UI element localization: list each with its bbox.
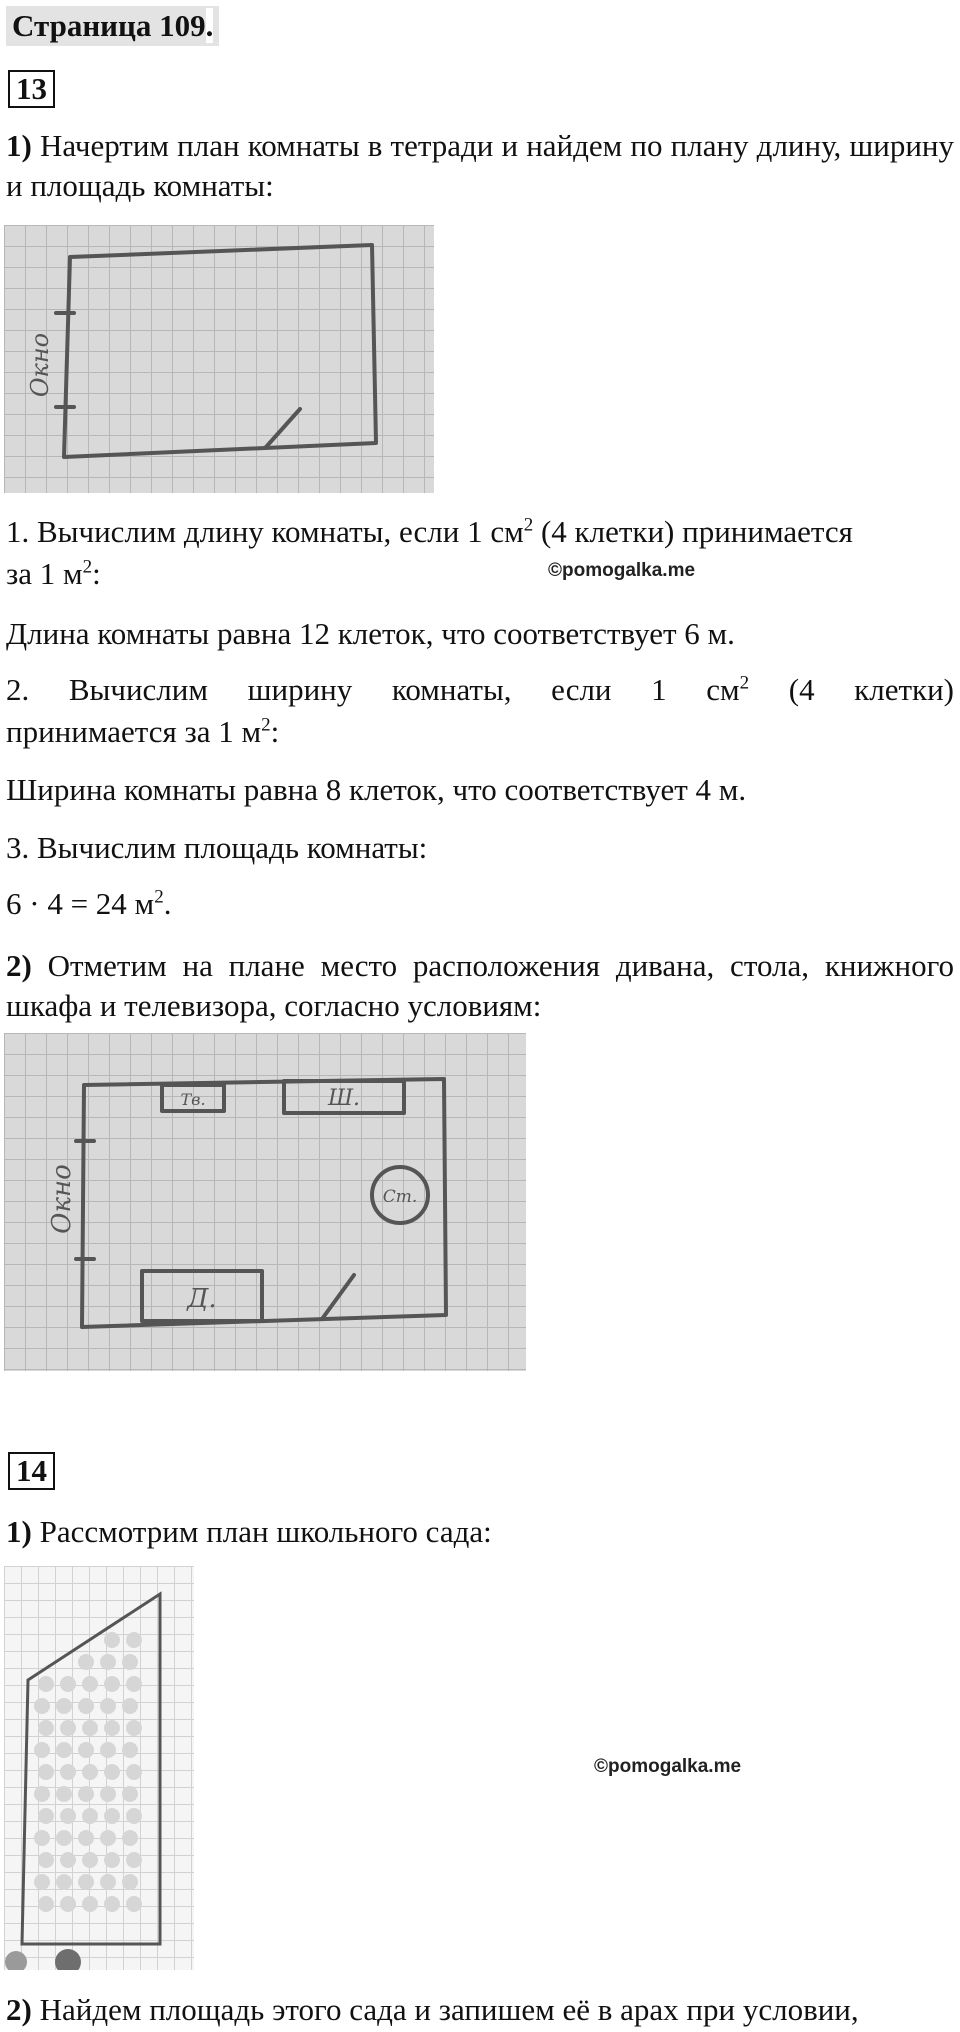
step2-line1: 2. Вычислим ширину комнаты, если 1 $см^2$ (4 клетки) xyxy=(6,672,954,707)
furniture-plan-sketch xyxy=(4,1033,526,1371)
tree-dot xyxy=(126,1676,142,1692)
tree-dot xyxy=(56,1874,72,1890)
task-number-14: 14 xyxy=(8,1452,55,1490)
tree-dot xyxy=(60,1896,76,1912)
tree-dot xyxy=(126,1764,142,1780)
tree-dot xyxy=(38,1808,54,1824)
tv-label: Тв. xyxy=(180,1090,206,1109)
tree-dot xyxy=(60,1808,76,1824)
tree-dot xyxy=(122,1698,138,1714)
tree-dot xyxy=(60,1764,76,1780)
window-label: Окно xyxy=(47,1164,77,1234)
tree-dot xyxy=(100,1830,116,1846)
tree-dot xyxy=(60,1720,76,1736)
tree-dot xyxy=(122,1654,138,1670)
task-number-13: 13 xyxy=(8,70,55,108)
school-garden-plan xyxy=(4,1566,194,1970)
tree-dot xyxy=(34,1874,50,1890)
door-line xyxy=(322,1275,354,1319)
tree-dot xyxy=(60,1676,76,1692)
tree-dot xyxy=(100,1698,116,1714)
tree-dot xyxy=(38,1720,54,1736)
tree-dot xyxy=(82,1808,98,1824)
tree-dot xyxy=(126,1852,142,1868)
tree-dot xyxy=(104,1632,120,1648)
page-title: Страница 109. xyxy=(6,6,219,46)
tree-dot xyxy=(78,1654,94,1670)
room-plan-sketch xyxy=(4,225,434,493)
task13-part2: 2) Отметим на плане место расположения дивана, стола, книжного шкафа и телевизора, согласно условиям: xyxy=(6,948,955,1023)
tree-dot xyxy=(38,1764,54,1780)
tree-dot xyxy=(78,1742,94,1758)
tree-dot xyxy=(34,1786,50,1802)
zoom-in-icon xyxy=(55,1949,81,1970)
tree-dot xyxy=(38,1852,54,1868)
tree-dot xyxy=(82,1852,98,1868)
watermark: ©pomogalka.me xyxy=(548,560,696,581)
tree-dot xyxy=(82,1764,98,1780)
tree-dot xyxy=(56,1786,72,1802)
tree-dot xyxy=(34,1742,50,1758)
tree-dot xyxy=(126,1720,142,1736)
tree-dot xyxy=(38,1896,54,1912)
tree-dot xyxy=(60,1852,76,1868)
tree-dot xyxy=(82,1896,98,1912)
tree-dot xyxy=(78,1830,94,1846)
window-label: Окно xyxy=(26,332,54,398)
step1-line1: 1. Вычислим длину комнаты, если 1 $см^2$ (4 клетки) принимается xyxy=(6,514,853,549)
task14-intro: 1) Рассмотрим план школьного сада: xyxy=(6,1514,492,1549)
tree-dot xyxy=(38,1676,54,1692)
tree-dot xyxy=(104,1764,120,1780)
tree-dot xyxy=(104,1852,120,1868)
tree-dot xyxy=(126,1632,142,1648)
tree-dot xyxy=(122,1786,138,1802)
tree-dot xyxy=(56,1742,72,1758)
length-result: Длина комнаты равна 12 клеток, что соответствует 6 м. xyxy=(6,616,735,651)
tree-dot xyxy=(104,1720,120,1736)
tree-dot xyxy=(126,1896,142,1912)
tree-dot xyxy=(104,1808,120,1824)
door-line xyxy=(266,409,300,447)
tree-dot xyxy=(56,1830,72,1846)
tree-dot xyxy=(104,1676,120,1692)
tree-dot xyxy=(78,1874,94,1890)
tree-dot xyxy=(100,1742,116,1758)
tree-dot xyxy=(122,1742,138,1758)
room-outline xyxy=(64,245,376,457)
zoom-out-icon xyxy=(5,1951,27,1970)
tree-dot xyxy=(78,1786,94,1802)
tree-dot xyxy=(122,1830,138,1846)
sofa-label: Д. xyxy=(187,1284,217,1314)
tree-dot xyxy=(100,1874,116,1890)
tree-dot xyxy=(122,1874,138,1890)
tree-dot xyxy=(126,1808,142,1824)
table-label: Ст. xyxy=(382,1187,418,1207)
tree-dot xyxy=(56,1698,72,1714)
width-result: Ширина комнаты равна 8 клеток, что соответствует 4 м. xyxy=(6,772,747,807)
tree-dot xyxy=(100,1786,116,1802)
tree-dot xyxy=(34,1698,50,1714)
tree-dot xyxy=(104,1896,120,1912)
step1-line2: за 1 $м^2$: xyxy=(6,556,101,591)
tree-dot xyxy=(100,1654,116,1670)
tree-grid xyxy=(34,1632,142,1912)
tree-dot xyxy=(78,1698,94,1714)
tree-dot xyxy=(34,1830,50,1846)
tree-dot xyxy=(82,1676,98,1692)
task13-intro: 1) Начертим план комнаты в тетради и найдем по плану длину, ширину и площадь комнаты: xyxy=(6,128,954,203)
area-calculation: 6 · 4 = 24 $м^2$. xyxy=(6,886,172,921)
watermark: ©pomogalka.me xyxy=(594,1756,742,1777)
shelf-label: Ш. xyxy=(327,1086,361,1111)
step2-line2: принимается за 1 $м^2$: xyxy=(6,714,280,749)
step3-text: 3. Вычислим площадь комнаты: xyxy=(6,830,428,865)
tree-dot xyxy=(82,1720,98,1736)
task14-part2: 2) Найдем площадь этого сада и запишем её в арах при условии, xyxy=(6,1992,859,2027)
